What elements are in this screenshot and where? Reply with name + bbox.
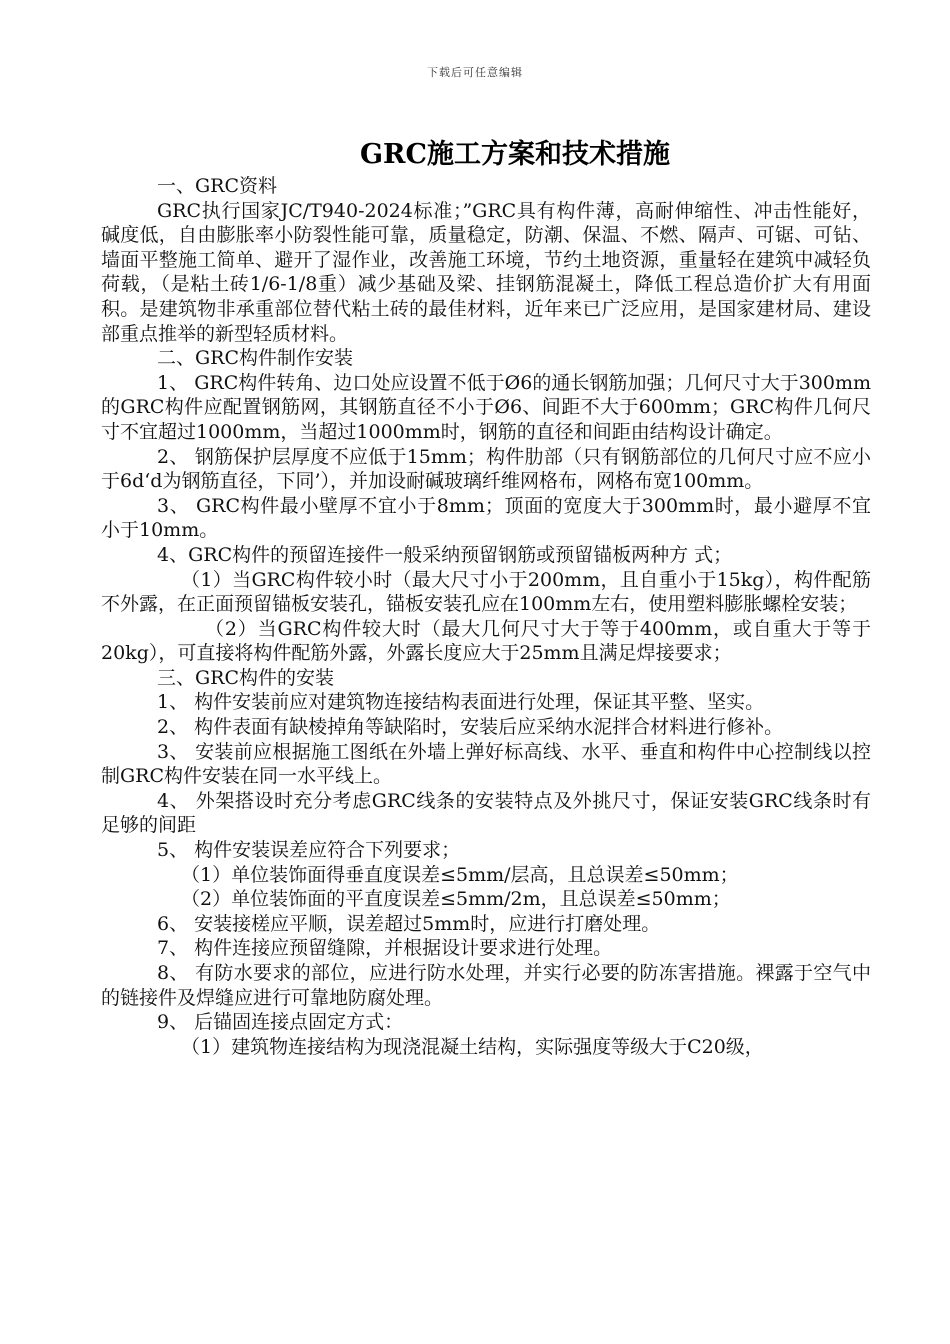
paragraph: （1）单位装饰面得垂直度误差≤5mm/层高，且总误差≤50mm； (181, 863, 739, 886)
document-title: GRC施工方案和技术措施 (360, 139, 670, 170)
paragraph: （1）建筑物连接结构为现浇混凝土结构，实际强度等级大于C20级， (181, 1035, 764, 1058)
paragraph: 1、 GRC构件转角、边口处应设置不低于Ø6的通长钢筋加强；几何尺寸大于300mm的GRC构件应配置钢筋网，其钢筋直径不小于Ø6、间距不大于600mm；GRC构件几何尺寸不宜超过1000mm，当超过1000mm时，钢筋的直径和间距由结构设计确定。 (101, 371, 871, 443)
paragraph: 二、GRC构件制作安装 (157, 347, 354, 370)
paragraph: GRC执行国家JC/T940-2024标准；”GRC具有构件薄，高耐伸缩性、冲击性能好，碱度低，自由膨胀率小防裂性能可靠，质量稳定，防潮、保温、不燃、隔声、可锯、可钻、墙面平整施工简单、避开了湿作业，改善施工环境，节约土地资源，重量轻在建筑中减轻负荷载，（是粘土砖1/6-1/8重）减少基础及梁、挂钢筋混凝土，降低工程总造价扩大有用面积。是建筑物非承重部位替代粘土砖的最佳材料，近年来已广泛应用，是国家建材局、建设部重点推举的新型轻质材料。 (101, 199, 871, 345)
paragraph: （2）单位装饰面的平直度误差≤5mm/2m，且总误差≤50mm； (181, 888, 731, 911)
paragraph: 4、 外架搭设时充分考虑GRC线条的安装特点及外挑尺寸，保证安装GRC线条时有足够的间距 (101, 789, 871, 837)
paragraph: （2）当GRC构件较大时（最大几何尺寸大于等于400mm，或自重大于等于20kg），可直接将构件配筋外露，外露长度应大于25mm且满足焊接要求； (101, 617, 871, 665)
paragraph: 4、GRC构件的预留连接件一般采纳预留钢筋或预留锚板两种方 式； (157, 543, 733, 566)
paragraph: 2、 构件表面有缺棱掉角等缺陷时，安装后应采纳水泥拌合材料进行修补。 (157, 716, 784, 739)
header-note: 下载后可任意编辑 (427, 66, 523, 79)
paragraph: 6、 安装接槎应平顺，误差超过5mm时，应进行打磨处理。 (157, 912, 661, 935)
paragraph: 7、 构件连接应预留缝隙，并根据设计要求进行处理。 (157, 937, 613, 960)
paragraph: 9、 后锚固连接点固定方式： (157, 1011, 404, 1034)
paragraph: 1、 构件安装前应对建筑物连接结构表面进行处理，保证其平整、坚实。 (157, 691, 765, 714)
paragraph: 2、 钢筋保护层厚度不应低于15mm；构件肋部（只有钢筋部位的几何尺寸应不应小于6d‘d为钢筋直径，下同’），并加设耐碱玻璃纤维网格布，网格布宽100mm。 (101, 445, 871, 493)
paragraph: 3、 GRC构件最小壁厚不宜小于8mm；顶面的宽度大于300mm时，最小避厚不宜小于10mm。 (101, 494, 871, 542)
paragraph: 5、 构件安装误差应符合下列要求； (157, 839, 461, 862)
paragraph: （1）当GRC构件较小时（最大尺寸小于200mm，且自重小于15kg），构件配筋不外露，在正面预留锚板安装孔，锚板安装孔应在100mm左右，使用塑料膨胀螺栓安装； (101, 568, 871, 616)
paragraph: 8、 有防水要求的部位，应进行防水处理，并实行必要的防冻害措施。裸露于空气中的链接件及焊缝应进行可靠地防腐处理。 (101, 962, 871, 1009)
paragraph: 三、GRC构件的安装 (157, 666, 335, 689)
paragraph: 一、GRC资料 (157, 175, 278, 197)
paragraph: 3、 安装前应根据施工图纸在外墙上弹好标高线、水平、垂直和构件中心控制线以控制GRC构件安装在同一水平线上。 (101, 740, 871, 788)
document-body (101, 174, 871, 1059)
